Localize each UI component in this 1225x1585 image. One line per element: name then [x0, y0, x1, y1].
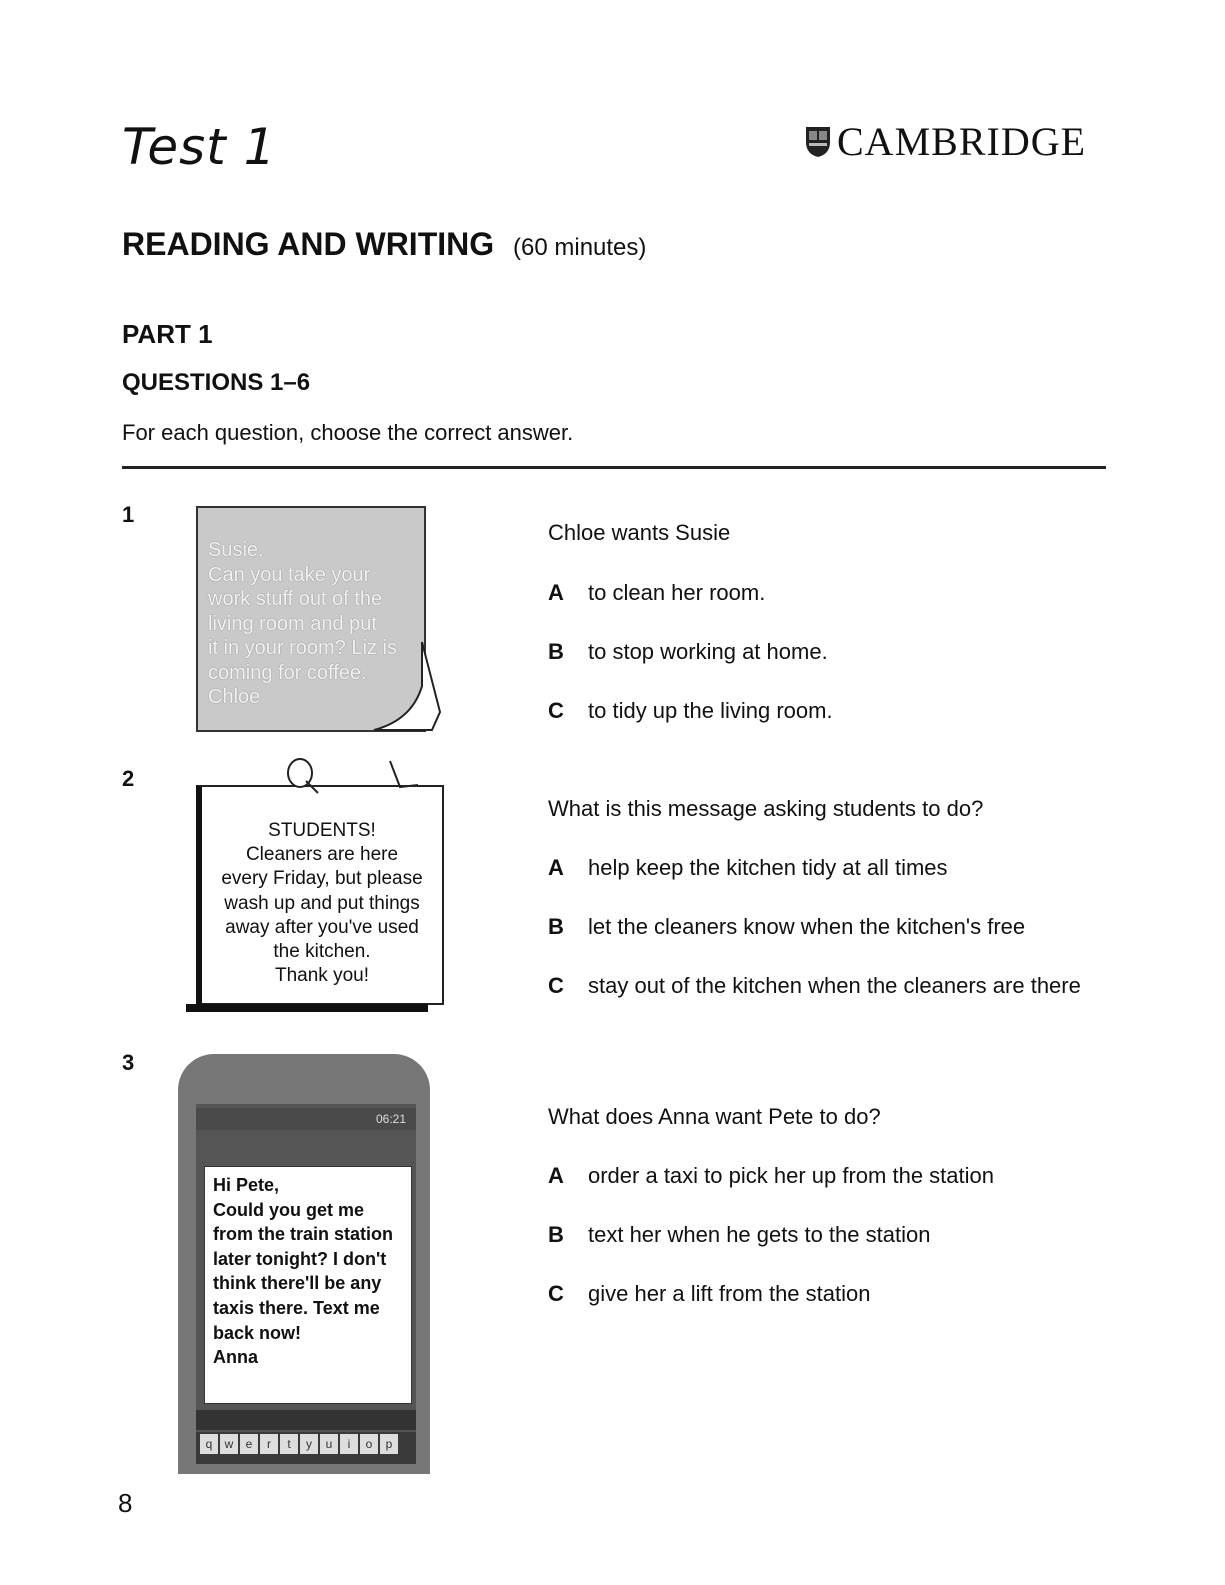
option-text: text her when he gets to the station	[588, 1222, 931, 1247]
option-letter: A	[548, 580, 564, 605]
answer-option[interactable]	[548, 580, 765, 606]
question-stem: What is this message asking students to do?	[548, 796, 984, 821]
answer-option[interactable]	[548, 639, 828, 665]
status-time: 06:21	[375, 1112, 406, 1126]
message-line: Anna	[213, 1347, 258, 1368]
message-line: think there'll be any	[213, 1273, 382, 1294]
answer-option[interactable]	[548, 1281, 870, 1307]
option-text: order a taxi to pick her up from the station	[588, 1163, 994, 1188]
note-line: Can you take your	[208, 563, 371, 586]
note-line: Susie,	[208, 539, 264, 561]
message-line: later tonight? I don't	[213, 1248, 387, 1269]
keyboard-key: q	[200, 1434, 218, 1454]
notice-text	[202, 819, 442, 988]
question-stem: What does Anna want Pete to do?	[548, 1104, 881, 1129]
part-title: PART 1	[122, 319, 213, 349]
cambridge-logo	[805, 118, 1086, 165]
notice-line: away after you've used	[225, 916, 419, 938]
option-letter: C	[548, 698, 564, 723]
option-letter: B	[548, 1222, 564, 1247]
answer-option[interactable]	[548, 698, 833, 724]
note-text	[208, 538, 397, 710]
option-text: to tidy up the living room.	[588, 698, 833, 723]
option-letter: C	[548, 973, 564, 998]
message-line: from the train station	[213, 1224, 394, 1245]
answer-option[interactable]	[548, 1222, 930, 1248]
notice-line: Cleaners are here	[245, 844, 399, 866]
notice-line: every Friday, but please	[221, 868, 423, 890]
keyboard-key: i	[340, 1434, 358, 1454]
keyboard	[196, 1432, 416, 1464]
option-text: help keep the kitchen tidy at all times	[588, 855, 948, 880]
message-line: Hi Pete,	[213, 1175, 280, 1195]
section-title	[122, 226, 646, 263]
note-line: coming for coffee.	[208, 661, 367, 684]
option-letter: B	[548, 639, 564, 664]
notice-paper	[196, 785, 444, 1005]
notice-shadow	[186, 1004, 428, 1012]
divider	[122, 466, 1106, 469]
keyboard-key: e	[240, 1434, 258, 1454]
notice-line: Thank you!	[275, 965, 369, 987]
option-text: give her a lift from the station	[588, 1281, 871, 1306]
page-number: 8	[118, 1488, 133, 1518]
option-letter: A	[548, 855, 564, 880]
question-stem: Chloe wants Susie	[548, 520, 731, 545]
keyboard-key: p	[380, 1434, 398, 1454]
keyboard-toolbar	[196, 1410, 416, 1430]
option-text: stay out of the kitchen when the cleaners are there	[588, 973, 1081, 998]
questions-heading: QUESTIONS 1–6	[122, 369, 311, 396]
keyboard-key: o	[360, 1434, 378, 1454]
question-number: 3	[122, 1050, 135, 1075]
notice-line: the kitchen.	[273, 941, 371, 963]
pin-icon	[272, 755, 442, 805]
answer-option[interactable]	[548, 1163, 994, 1189]
section-time: (60 minutes)	[513, 234, 647, 261]
keyboard-key: r	[260, 1434, 278, 1454]
note-line: living room and put	[208, 612, 377, 635]
notice-line: STUDENTS!	[268, 820, 376, 841]
message-line: back now!	[213, 1322, 302, 1343]
message-line: Could you get me	[213, 1199, 365, 1220]
notice-line: wash up and put things	[224, 892, 420, 914]
keyboard-key: u	[320, 1434, 338, 1454]
question-number: 1	[122, 502, 135, 527]
note-line: Chloe	[208, 686, 261, 708]
keyboard-key: t	[280, 1434, 298, 1454]
question-number: 2	[122, 766, 135, 791]
option-letter: C	[548, 1281, 564, 1306]
page-curl-icon	[372, 640, 442, 732]
option-text: to clean her room.	[588, 580, 766, 605]
instructions: For each question, choose the correct answer.	[122, 420, 574, 445]
answer-option[interactable]	[548, 973, 1081, 999]
option-text: let the cleaners know when the kitchen's free	[588, 914, 1026, 939]
option-text: to stop working at home.	[588, 639, 828, 664]
note-line: it in your room? Liz is	[208, 637, 397, 659]
shield-icon	[805, 126, 831, 158]
keyboard-key: y	[300, 1434, 318, 1454]
answer-option[interactable]	[548, 914, 1025, 940]
section-title-text: READING AND WRITING	[122, 226, 495, 262]
brand-name: CAMBRIDGE	[837, 119, 1087, 164]
note-line: work stuff out of the	[208, 588, 383, 610]
option-letter: A	[548, 1163, 564, 1188]
message-text	[213, 1173, 393, 1370]
keyboard-key: w	[220, 1434, 238, 1454]
test-title: Test 1	[122, 118, 277, 176]
option-letter: B	[548, 914, 564, 939]
text-message	[204, 1166, 412, 1404]
answer-option[interactable]	[548, 855, 948, 881]
message-line: taxis there. Text me	[213, 1297, 380, 1318]
status-bar	[196, 1108, 416, 1130]
